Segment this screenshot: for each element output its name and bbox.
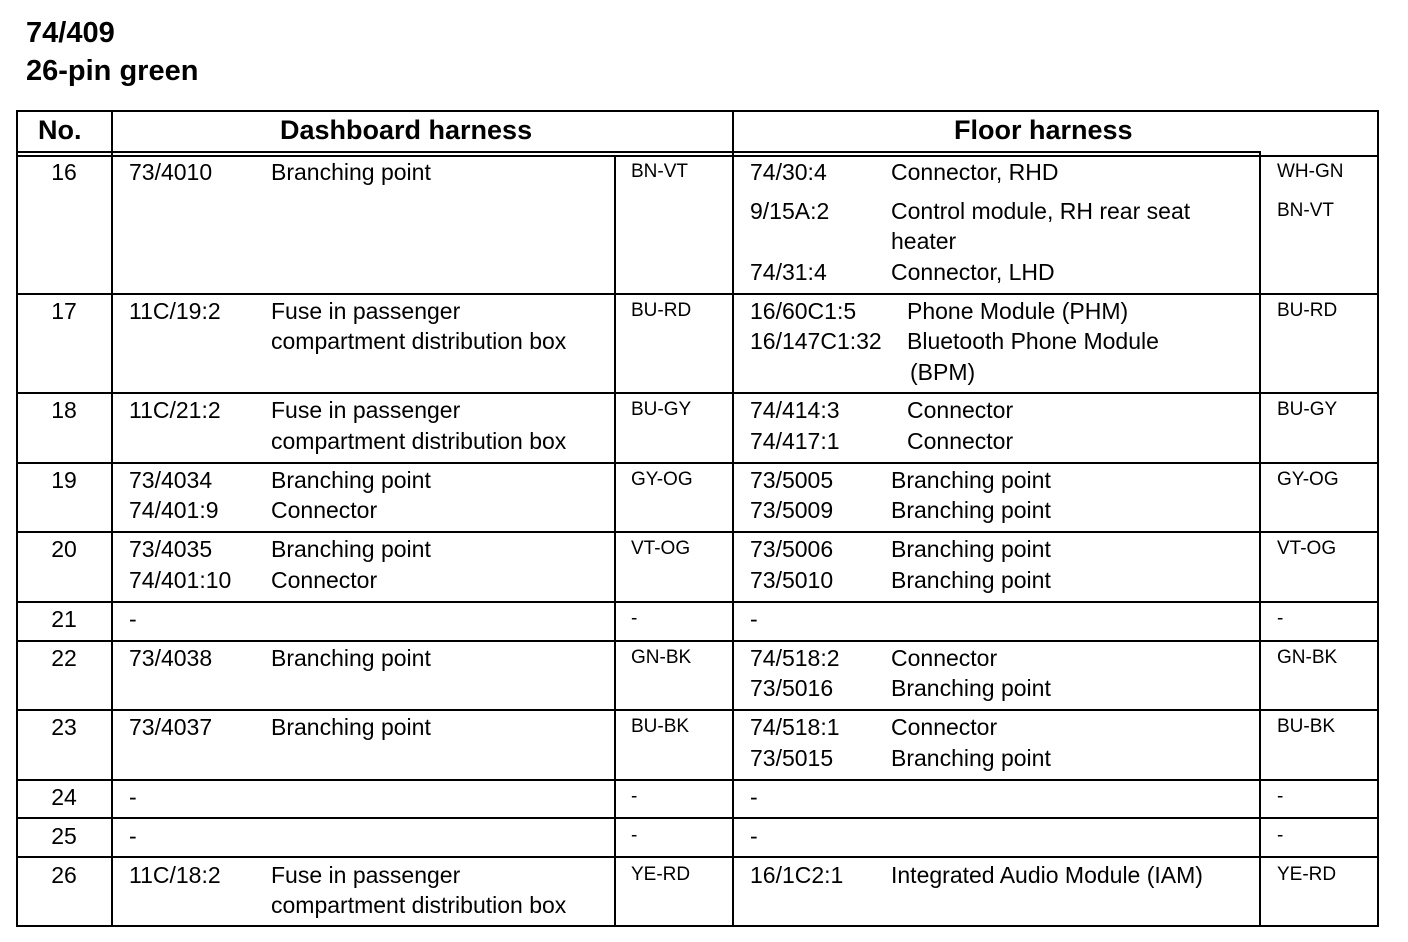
floor-code: - <box>750 606 758 632</box>
row-sep <box>16 709 1379 711</box>
dash-desc: Branching point <box>271 645 431 671</box>
dash-code: 73/4038 <box>129 645 213 671</box>
table-border-bottom <box>16 925 1379 927</box>
pin-number: 18 <box>51 397 77 423</box>
dash-code: 74/401:10 <box>129 567 232 593</box>
dash-wire-color: GY-OG <box>631 469 693 490</box>
floor-code: 16/60C1:5 <box>750 298 857 324</box>
pin-number: 17 <box>51 298 77 324</box>
header-rule <box>16 151 1261 153</box>
header-dashboard-harness: Dashboard harness <box>280 115 533 145</box>
dash-code: 73/4034 <box>129 467 213 493</box>
floor-wire-color: GY-OG <box>1277 469 1339 490</box>
pin-number: 19 <box>51 467 77 493</box>
floor-code: 74/417:1 <box>750 428 840 454</box>
floor-wire-color: BU-GY <box>1277 399 1338 420</box>
connector-id: 74/409 <box>26 17 115 49</box>
floor-wire-color: VT-OG <box>1277 538 1337 559</box>
floor-wire-color: - <box>1277 786 1284 807</box>
dash-wire-color: YE-RD <box>631 864 691 885</box>
floor-wire-color: - <box>1277 608 1284 629</box>
dash-code: 73/4035 <box>129 536 213 562</box>
pin-number: 23 <box>51 714 77 740</box>
floor-wire-color: YE-RD <box>1277 864 1337 885</box>
floor-wire-color: BU-BK <box>1277 716 1336 737</box>
row-sep <box>16 531 1379 533</box>
dash-wire-color: - <box>631 608 638 629</box>
floor-desc: Phone Module (PHM) <box>907 298 1129 324</box>
col-sep-dash-color <box>614 155 616 927</box>
dash-wire-color: BN-VT <box>631 161 688 182</box>
dash-desc: Branching point <box>271 536 431 562</box>
dash-code: - <box>129 823 137 849</box>
floor-wire-color: WH-GN <box>1277 161 1344 182</box>
floor-code: 73/5005 <box>750 467 834 493</box>
floor-code: - <box>750 784 758 810</box>
floor-desc: Branching point <box>891 536 1051 562</box>
dash-desc-cont: compartment distribution box <box>271 428 567 454</box>
floor-code: 9/15A:2 <box>750 198 830 224</box>
dash-wire-color: BU-GY <box>631 399 692 420</box>
dash-desc: Branching point <box>271 467 431 493</box>
dash-code: - <box>129 784 137 810</box>
dash-code: 11C/19:2 <box>129 298 221 324</box>
floor-wire-color: BU-RD <box>1277 300 1338 321</box>
floor-desc: Bluetooth Phone Module <box>907 328 1159 354</box>
dash-code: 73/4010 <box>129 159 213 185</box>
floor-wire-color: GN-BK <box>1277 647 1338 668</box>
floor-code: 74/31:4 <box>750 259 827 285</box>
dash-desc: Fuse in passenger <box>271 862 461 888</box>
dash-desc: Branching point <box>271 714 431 740</box>
floor-wire-color: BN-VT <box>1277 200 1334 221</box>
pin-number: 21 <box>51 606 77 632</box>
floor-code: 73/5009 <box>750 497 834 523</box>
floor-desc: Branching point <box>891 467 1051 493</box>
dash-wire-color: BU-RD <box>631 300 692 321</box>
floor-desc: Connector, RHD <box>891 159 1059 185</box>
table-border-right <box>1377 110 1379 927</box>
dash-wire-color: - <box>631 825 638 846</box>
floor-desc: Branching point <box>891 675 1051 701</box>
floor-desc: Connector, LHD <box>891 259 1055 285</box>
floor-code: 74/518:2 <box>750 645 840 671</box>
dash-desc: Connector <box>271 497 378 523</box>
col-sep-floor-color <box>1259 151 1261 927</box>
floor-desc: Branching point <box>891 567 1051 593</box>
connector-description: 26-pin green <box>26 55 199 87</box>
dash-desc: Connector <box>271 567 378 593</box>
dash-desc: Fuse in passenger <box>271 397 461 423</box>
table-border-top <box>16 110 1379 112</box>
floor-desc: Connector <box>907 397 1014 423</box>
pin-number: 24 <box>51 784 77 810</box>
floor-code: 73/5006 <box>750 536 834 562</box>
floor-desc: Connector <box>891 645 998 671</box>
dash-wire-color: GN-BK <box>631 647 692 668</box>
floor-code: 73/5015 <box>750 745 834 771</box>
header-rule-lower <box>16 155 1379 157</box>
floor-code: 16/147C1:32 <box>750 328 882 354</box>
dash-wire-color: - <box>631 786 638 807</box>
dash-code: - <box>129 606 137 632</box>
dash-desc-cont: compartment distribution box <box>271 892 567 918</box>
floor-code: 73/5016 <box>750 675 834 701</box>
pin-number: 16 <box>51 159 77 185</box>
dash-desc-cont: compartment distribution box <box>271 328 567 354</box>
floor-code: - <box>750 823 758 849</box>
pin-number: 22 <box>51 645 77 671</box>
floor-desc: Integrated Audio Module (IAM) <box>891 862 1203 888</box>
floor-code: 16/1C2:1 <box>750 862 844 888</box>
floor-code: 74/30:4 <box>750 159 827 185</box>
row-sep <box>16 640 1379 642</box>
col-sep-harness <box>732 110 734 927</box>
floor-desc-cont: heater <box>891 228 957 254</box>
floor-desc: Connector <box>891 714 998 740</box>
row-sep <box>16 817 1379 819</box>
row-sep <box>16 779 1379 781</box>
floor-desc: Connector <box>907 428 1014 454</box>
dash-desc: Fuse in passenger <box>271 298 461 324</box>
floor-desc: Control module, RH rear seat <box>891 198 1191 224</box>
header-no: No. <box>38 115 82 145</box>
dash-code: 11C/21:2 <box>129 397 221 423</box>
pin-number: 25 <box>51 823 77 849</box>
row-sep <box>16 601 1379 603</box>
floor-code: 74/518:1 <box>750 714 840 740</box>
floor-code: 74/414:3 <box>750 397 840 423</box>
floor-desc: Branching point <box>891 497 1051 523</box>
dash-desc: Branching point <box>271 159 431 185</box>
dash-code: 74/401:9 <box>129 497 219 523</box>
dash-wire-color: BU-BK <box>631 716 690 737</box>
floor-code: 73/5010 <box>750 567 834 593</box>
floor-wire-color: - <box>1277 825 1284 846</box>
dash-wire-color: VT-OG <box>631 538 691 559</box>
dash-code: 11C/18:2 <box>129 862 221 888</box>
floor-desc: Branching point <box>891 745 1051 771</box>
row-sep <box>16 392 1379 394</box>
col-sep-no <box>111 110 113 927</box>
header-floor-harness: Floor harness <box>954 115 1133 145</box>
row-sep <box>16 293 1379 295</box>
floor-desc-cont: (BPM) <box>910 359 976 385</box>
row-sep <box>16 462 1379 464</box>
dash-code: 73/4037 <box>129 714 213 740</box>
row-sep <box>16 856 1379 858</box>
pin-number: 26 <box>51 862 77 888</box>
pin-number: 20 <box>51 536 77 562</box>
